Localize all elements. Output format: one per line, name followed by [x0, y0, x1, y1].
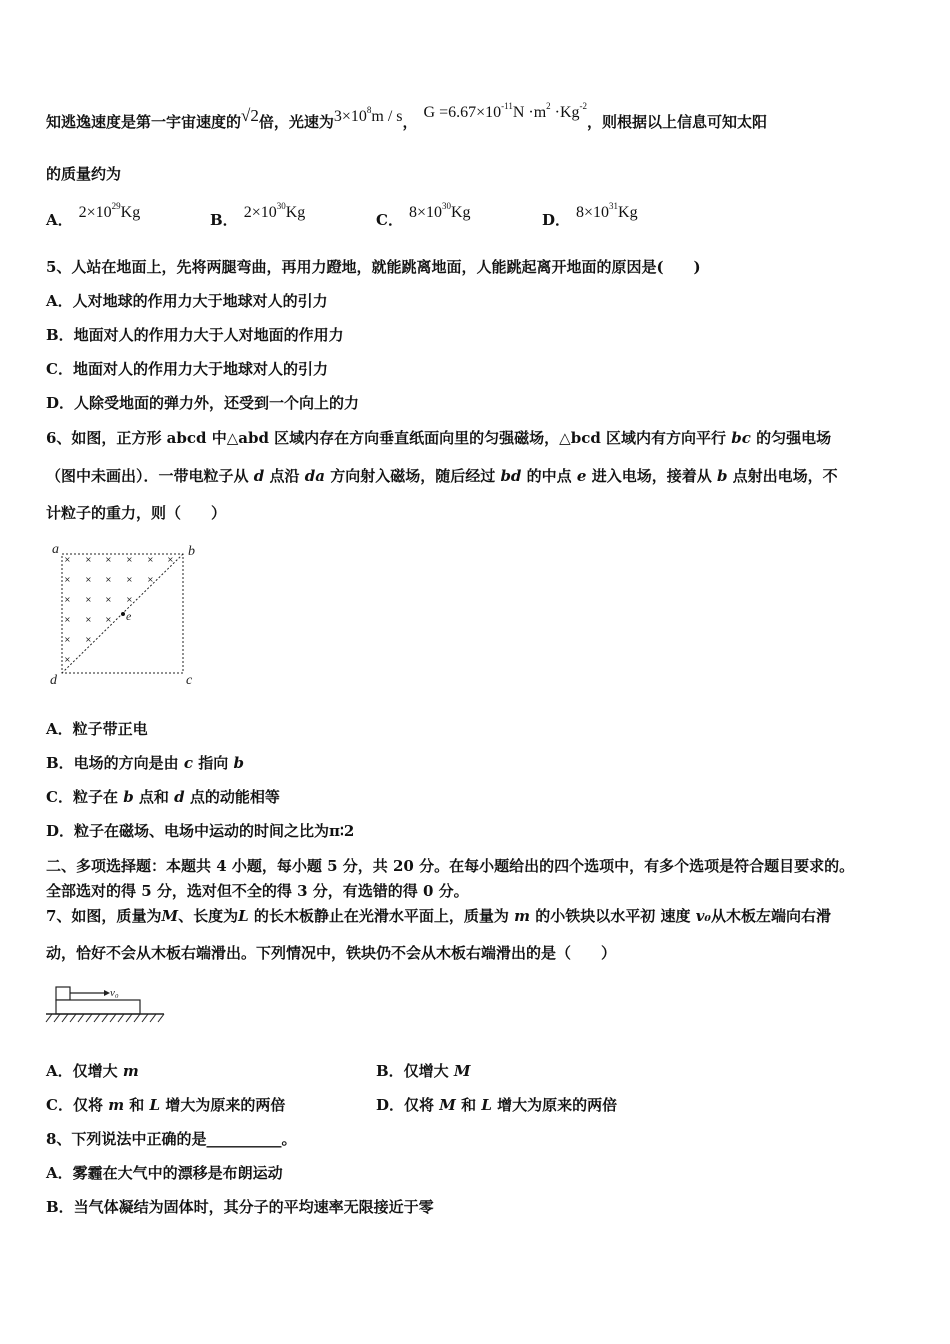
svg-text:×: × — [85, 595, 92, 604]
board-block-diagram — [44, 982, 170, 1032]
q6-option-a: A．粒子带正电 — [46, 720, 148, 738]
q4-line2: 的质量约为 — [46, 165, 122, 183]
svg-text:×: × — [64, 555, 71, 564]
svg-text:×: × — [126, 555, 133, 564]
svg-text:×: × — [85, 635, 92, 644]
q6-line2: （图中未画出）．一带电粒子从 d 点沿 da 方向射入磁场，随后经过 bd 的中点 e 进入电场，接着从 b 点射出电场，不 — [46, 467, 838, 485]
svg-text:×: × — [85, 575, 92, 584]
label-d: d — [50, 673, 57, 688]
svg-text:×: × — [64, 575, 71, 584]
wooden-board — [56, 1000, 140, 1014]
label-b: b — [188, 544, 195, 559]
q5-option-a: A．人对地球的作用力大于地球对人的引力 — [46, 292, 328, 310]
label-e: e — [126, 609, 132, 623]
section2-line2: 全部选对的得 5 分，选对但不全的得 3 分，有选错的得 0 分。 — [46, 882, 469, 900]
q6-option-c: C．粒子在 b 点和 d 点的动能相等 — [46, 788, 280, 806]
section2-line1: 二、多项选择题：本题共 4 小题，每小题 5 分，共 20 分。在每小题给出的四个选项中，有多个选项是符合题目要求的。 — [46, 857, 855, 875]
sqrt2: √2 — [241, 106, 259, 125]
q8-option-b: B．当气体凝结为固体时，其分子的平均速率无限接近于零 — [46, 1198, 434, 1216]
midpoint-e — [121, 612, 125, 616]
square-field-diagram — [44, 538, 204, 690]
label-a: a — [52, 542, 59, 557]
svg-text:×: × — [167, 555, 174, 564]
ground-hatching — [46, 1014, 164, 1022]
svg-text:×: × — [85, 615, 92, 624]
answer-blank: __________ — [206, 1130, 282, 1148]
q4-option-a: A． $2\times 10^{29}Kg$ — [46, 201, 141, 229]
q7-line2: 动，恰好不会从木板右端滑出。下列情况中，铁块仍不会从木板右端滑出的是（ ） — [46, 944, 617, 962]
q6-line3: 计粒子的重力，则（ ） — [46, 504, 227, 522]
svg-text:×: × — [64, 655, 71, 664]
q6-option-b: B．电场的方向是由 c 指向 b — [46, 754, 245, 772]
svg-text:×: × — [105, 595, 112, 604]
svg-text:×: × — [64, 595, 71, 604]
svg-text:×: × — [85, 555, 92, 564]
q5-option-b: B．地面对人的作用力大于人对地面的作用力 — [46, 326, 344, 344]
q7-option-b: B．仅增大 M — [376, 1062, 471, 1080]
q6-option-d: D．粒子在磁场、电场中运动的时间之比为π∶2 — [46, 822, 355, 840]
q4-option-b: B． $2\times 10^{30}Kg$ — [210, 201, 306, 229]
q7-option-d: D．仅将 M 和 L 增大为原来的两倍 — [376, 1096, 618, 1114]
q5-stem: 5、人站在地面上，先将两腿弯曲，再用力蹬地，就能跳离地面，人能跳起离开地面的原因是( ) — [46, 258, 701, 276]
svg-text:×: × — [126, 595, 133, 604]
light-speed: $3\times 10^8m / s$ — [333, 105, 403, 125]
svg-text:×: × — [64, 615, 71, 624]
field-crosses — [64, 555, 174, 664]
q5-option-d: D．人除受地面的弹力外，还受到一个向上的力 — [46, 394, 360, 412]
svg-text:×: × — [64, 635, 71, 644]
q7-option-a: A．仅增大 m — [46, 1062, 139, 1080]
svg-text:×: × — [105, 575, 112, 584]
svg-text:×: × — [126, 575, 133, 584]
q6-line1: 6、如图，正方形 abcd 中△abd 区域内存在方向垂直纸面向里的匀强磁场，△bcd 区域内有方向平行 bc 的匀强电场 — [46, 429, 832, 447]
q7-option-c: C．仅将 m 和 L 增大为原来的两倍 — [46, 1096, 286, 1114]
label-c: c — [186, 673, 193, 688]
gravitational-constant: $G =6.67\times 10^{-11}N \cdot m^2 \cdot Kg^{-2}$ — [423, 101, 588, 121]
iron-block — [56, 987, 70, 1000]
svg-text:×: × — [147, 575, 154, 584]
q4-line1: 知逃逸速度是第一宇宙速度的√2倍，光速为$3\times 10^8m / s$，$G =6.67\times 10^{-11}N \cdot m^2 \cdot Kg^{-2}$，则根据以上信息可知太阳 — [46, 101, 768, 131]
q4-option-c: C． $8\times 10^{30}Kg$ — [376, 201, 471, 229]
q8-option-a: A．雾霾在大气中的漂移是布朗运动 — [46, 1164, 283, 1182]
q8-stem: 8、下列说法中正确的是__________。 — [46, 1130, 297, 1148]
q7-line1: 7、如图，质量为M、长度为L 的长木板静止在光滑水平面上，质量为 m 的小铁块以水平初 速度 v₀从木板左端向右滑 — [46, 907, 831, 925]
q5-option-c: C．地面对人的作用力大于地球对人的引力 — [46, 360, 328, 378]
svg-text:×: × — [105, 615, 112, 624]
svg-text:×: × — [147, 555, 154, 564]
svg-text:×: × — [105, 555, 112, 564]
label-v0: v₀ — [110, 987, 119, 999]
q4-option-d: D． $8\times 10^{31}Kg$ — [542, 201, 638, 229]
